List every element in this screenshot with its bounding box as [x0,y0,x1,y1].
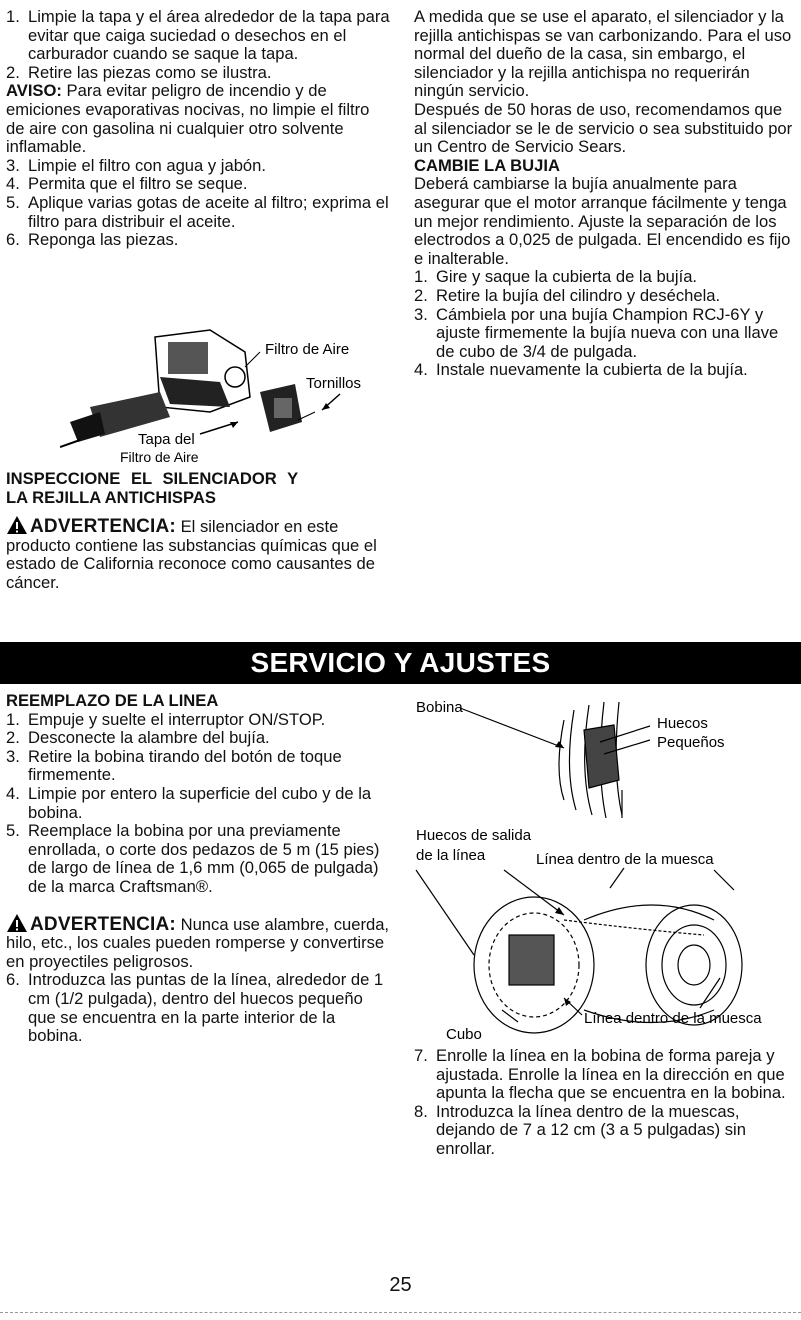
list-item [6,157,391,176]
spool-label: Bobina [416,699,463,716]
step-text: Retire la bobina tirando del botón de toque firmemente. [28,746,342,785]
bujia-paragraph: Deberá cambiarse la bujía anualmente para asegurar que el motor arranque fácilmente y tenga un mejor rendimiento. Ajuste la separación de los electrodos a 0,025 de pulgada. El encendido es fijo e inalterable. [414,174,791,268]
step-number: 6. [6,970,20,990]
notch-label-top: Línea dentro de la muesca [536,851,714,868]
step-number: 5. [6,821,20,841]
step-text: Instale nuevamente la cubierta de la bujía. [436,360,748,380]
section-banner: SERVICIO Y AJUSTES [0,642,801,684]
leader-line [714,870,734,890]
cover-label-2: Filtro de Aire [120,449,199,465]
step-number: 3. [6,746,20,766]
warning-note [6,515,391,592]
step-text: Limpie la tapa y el área alrededor de la tapa para evitar que caiga suciedad o desechos en el carburador cuando se saque la tapa. [28,7,390,64]
holes-label-2: Pequeños [657,734,725,751]
step-text: Cámbiela por una bujía Champion RCJ-6Y y ajuste firmemente la bujía nueva con una llave de cubo de 3/4 de pulgada. [436,304,779,361]
step-number: 3. [6,155,20,175]
list-item [414,287,796,306]
screws-label: Tornillos [306,375,362,392]
list-item [6,729,391,748]
notch-label-bottom: Línea dentro de la muesca [584,1010,762,1027]
bottom-dashed-rule [0,1312,801,1313]
section-heading: CAMBIE LA BUJIA [414,155,560,175]
step-number: 3. [414,304,428,324]
aviso-label: AVISO: [6,81,62,101]
hub-label: Cubo [446,1026,482,1040]
list-item [414,361,796,380]
step-text: Permita que el filtro se seque. [28,174,248,194]
step-text: Enrolle la línea en la bobina de forma pareja y ajustada. Enrolle la línea en la dirección en que apunta la flecha que se encuentra en la bobina. [436,1046,786,1103]
step-number: 2. [6,62,20,82]
step-number: 2. [414,285,428,305]
bottom-right-column [414,1047,796,1159]
air-filter-figure [60,322,390,472]
step-text: Introduzca las puntas de la línea, alrededor de 1 cm (1/2 pulgada), dentro del huecos pequeño que se encuentra en la parte interior de la bobina. [28,970,384,1046]
warning-text: El silenciador en este producto contiene las substancias químicas que el estado de California reconoce como causantes de cáncer. [6,517,377,592]
section-heading: REEMPLAZO DE LA LINEA [6,691,219,710]
leader-line [504,870,564,915]
intro-paragraph: A medida que se use el aparato, el silenciador y la rejilla antichispas se van carbonizando. Para el uso normal del dueño de la casa, sin embargo, el silenciador y la rejilla antichispa no requerirán ningún servicio. [414,7,792,101]
step-number: 4. [6,783,20,803]
step-text: Aplique varias gotas de aceite al filtro; exprima el filtro para distribuir el aceite. [28,192,389,231]
top-left-column [6,8,391,250]
list-item [6,64,391,83]
step-text: Limpie por entero la superficie del cubo y de la bobina. [28,783,372,822]
step-text: Limpie el filtro con agua y jabón. [28,155,266,175]
intro-paragraph: Después de 50 horas de uso, recomendamos que al silenciador se le de servicio o sea substituido por un Centro de Servicio Sears. [414,99,793,157]
leader-line [416,870,474,955]
inspect-section [6,470,391,593]
page-number: 25 [389,1274,412,1296]
step-number: 2. [6,728,20,748]
section-heading: LA REJILLA ANTICHISPAS [6,487,216,507]
step-number: 6. [6,230,20,250]
list-item [6,175,391,194]
warning-triangle-icon [6,515,28,535]
spool-figure [414,690,798,1040]
step-text: Empuje y suelte el interruptor ON/STOP. [28,709,326,729]
step-text: Retire la bujía del cilindro y deséchela. [436,285,721,305]
aviso-note [6,82,391,156]
list-item [414,1103,796,1159]
cover-label-1: Tapa del [138,431,195,448]
step-number: 1. [6,7,20,26]
warning-note [6,913,391,972]
filter-label: Filtro de Aire [265,341,350,358]
list-item [414,268,796,287]
section-heading: INSPECCIONE EL SILENCIADOR Y [6,469,299,488]
step-number: 1. [6,709,20,729]
list-item [6,231,391,250]
step-text: Retire las piezas como se ilustra. [28,62,272,82]
list-item [414,306,796,362]
warning-label: ADVERTENCIA: [30,913,176,935]
step-text: Reemplace la bobina por una previamente enrollada, o corte dos pedazos de 5 m (15 pies) de largo de línea de 1,6 mm (0,065 de pulgada) de la marca Craftsman®. [28,821,380,896]
holes-label: Huecos [657,715,708,732]
list-item [6,971,391,1045]
warning-text: Nunca use alambre, cuerda, hilo, etc., los cuales pueden romperse y convertirse en proyectiles peligrosos. [6,914,390,971]
list-item [6,711,391,730]
step-text: Gire y saque la cubierta de la bujía. [436,267,698,287]
step-text: Desconecte la alambre del bujía. [28,728,270,748]
step-number: 8. [414,1101,428,1121]
list-item [6,8,391,64]
list-item [6,785,391,822]
step-number: 7. [414,1046,428,1065]
step-text: Reponga las piezas. [28,230,179,250]
leader-line [610,868,624,888]
list-item [6,194,391,231]
spool-illustration [559,702,622,818]
list-item [6,748,391,785]
step-number: 4. [6,174,20,194]
exit-holes-label: Huecos de salida [416,827,532,844]
list-item [414,1047,796,1103]
step-text: Introduzca la línea dentro de la muescas, dejando de 7 a 12 cm (3 a 5 pulgadas) sin enrollar. [436,1101,746,1158]
step-number: 1. [414,267,428,287]
bottom-left-column [6,692,391,1046]
step-number: 4. [414,360,428,380]
exit-holes-label-2: de la línea [416,847,486,864]
leader-line [460,708,564,748]
aviso-text: Para evitar peligro de incendio y de emiciones evaporativas nocivas, no limpie el filtro de aire con gasolina ni cualquier otro solvente inflamable. [6,81,370,157]
leader-line [502,1010,518,1022]
list-item [6,822,391,896]
top-right-column [414,8,796,380]
step-number: 5. [6,192,20,212]
warning-triangle-icon [6,913,28,933]
leader-line [245,352,260,367]
warning-label: ADVERTENCIA: [30,516,176,538]
